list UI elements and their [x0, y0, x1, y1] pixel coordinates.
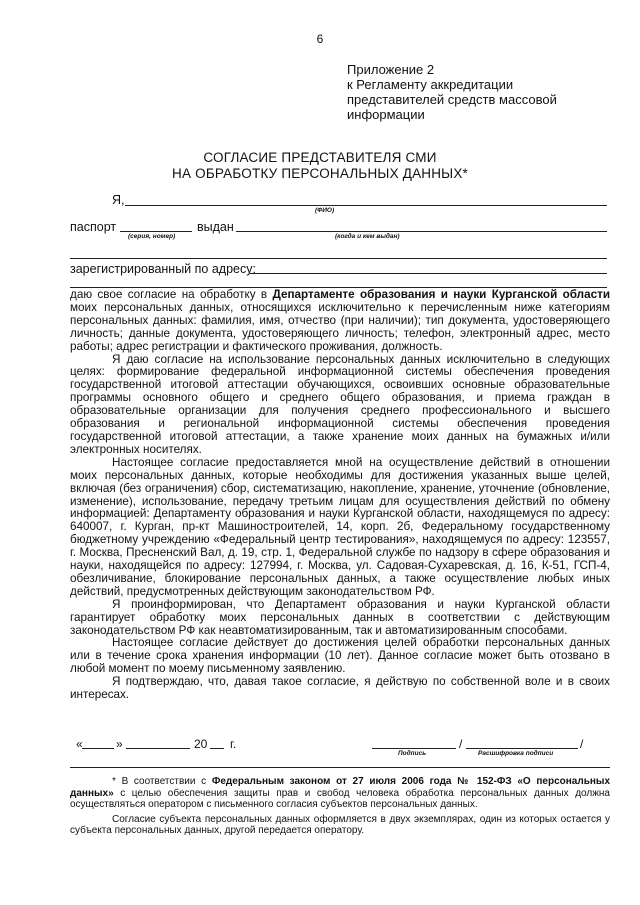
signature-slash: / [459, 737, 463, 751]
appendix-line: информации [347, 107, 425, 122]
footnote-block [70, 776, 610, 837]
title-line: СОГЛАСИЕ ПРЕДСТАВИТЕЛЯ СМИ [203, 150, 437, 165]
law-reference: Федеральным законом от 27 июля 2006 года № 152-ФЗ «О персональных данных» [70, 776, 611, 799]
paragraph-actions: Настоящее согласие предоставляется мной на осуществление действий в отношении моих персональных данных, которые необходимы для достижения указанных выше целей, включая (без ограничения) сбор, систематизацию, накопление, хранение, уточнение (обновление, изменение), использование, передачу третьим лицам для осуществления действий по обмену информацией: Департаменту образования и науки Курганской области, находящемуся по адресу: 640007, г. Курган, пр-кт Машиностроителей, 14, корп. 2б, Федеральному государственному бюджетному учреждению «Федеральный центр тестирования», находящемуся по адресу: 123557, г. Москва, Пресненский Вал, д. 19, стр. 1, Федеральной службе по надзору в сфере образования и науки, находящейся по адресу: 127994, г. Москва, ул. Садовая-Сухаревская, д. 16, К-51, ГСП-4, обезличивание, блокирование персональных данных, а также осуществление любых иных действий, предусмотренных действующим законодательством РФ. [70, 455, 610, 598]
date-open-quote: « [76, 737, 83, 751]
signature-slash-end: / [580, 737, 584, 751]
passport-series-field[interactable] [120, 231, 192, 232]
paragraph-consent: даю свое согласие на обработку в Департаменте образования и науки Курганской области моих персональных данных, относящихся исключительно к перечисленным ниже категориям персональных данных: фамилия, имя, отчество (при наличии); тип документа, удостоверяющего личность; данные документа, удостоверяющего личность; телефон, электронный адрес, место работы; адрес регистрации и фактического проживания, должность. [70, 288, 610, 353]
issued-field-continuation[interactable] [70, 258, 607, 259]
paragraph-validity: Настоящее согласие действует до достижения целей обработки персональных данных или в течение срока хранения информации (10 лет). Данное согласие может быть отозвано в любой момент по моему письменному заявлению. [70, 636, 610, 676]
passport-label: паспорт [70, 220, 117, 234]
signature-field[interactable] [372, 748, 456, 749]
department-name: Департаменте образования и науки Курганской области [272, 288, 610, 301]
paragraph-confirm: Я подтверждаю, что, давая такое согласие, я действую по собственной воле и в своих интересах. [70, 675, 610, 702]
appendix-block [347, 62, 557, 122]
year-suffix: г. [230, 737, 237, 751]
date-close-quote: » [116, 737, 123, 751]
date-year-field[interactable] [210, 748, 224, 749]
ya-label: Я, [112, 193, 125, 207]
decode-caption: Расшифровка подписи [478, 750, 554, 757]
fio-caption: (ФИО) [315, 207, 335, 214]
series-caption: (серия, номер) [128, 233, 176, 240]
issued-label: выдан [197, 220, 234, 234]
paragraph-informed: Я проинформирован, что Департамент образования и науки Курганской области гарантирует обработку моих персональных данных в соответствии с действующим законодательством РФ как неавтоматизированным, так и автоматизированным способами. [70, 597, 610, 637]
footnote-copies: Согласие субъекта персональных данных оформляется в двух экземплярах, один из которых остается у субъекта персональных данных, другой передается оператору. [70, 813, 610, 836]
footnote-divider [70, 767, 610, 768]
address-field[interactable] [250, 273, 607, 274]
appendix-line: Приложение 2 [347, 62, 435, 77]
year-prefix: 20 [194, 737, 208, 751]
issued-caption: (когда и кем выдан) [335, 233, 400, 240]
signature-decode-field[interactable] [466, 748, 578, 749]
footnote-law: * В соответствии с Федеральным законом от 27 июля 2006 года № 152-ФЗ «О персональных данных» с целью обеспечения защиты прав и свобод человека обработка персональных данных должна осуществляться оператором с письменного согласия субъектов персональных данных. [70, 776, 611, 810]
document-title [0, 150, 640, 182]
consent-body [70, 289, 610, 702]
page-number: 6 [316, 32, 324, 46]
registered-label: зарегистрированный по адресу: [70, 262, 256, 276]
title-line: НА ОБРАБОТКУ ПЕРСОНАЛЬНЫХ ДАННЫХ* [172, 166, 468, 181]
date-day-field[interactable] [82, 748, 114, 749]
appendix-line: представителей средств массовой [347, 92, 557, 107]
issued-field[interactable] [236, 231, 607, 232]
paragraph-purposes: Я даю согласие на использование персональных данных исключительно в следующих целях: формирование федеральной информационной системы обеспечения проведения государственной итоговой аттестации обучающихся, освоивших основные образовательные программы основного общего и среднего общего образования, и приема граждан в образовательные организации для получения среднего профессионального и высшего образования и региональной информационной системы обеспечения проведения государственной итоговой аттестации, а также хранение моих данных на бумажных и/или электронных носителях. [70, 352, 610, 456]
fio-field[interactable] [125, 205, 607, 206]
signature-caption: Подпись [398, 750, 427, 757]
appendix-line: к Регламенту аккредитации [347, 77, 514, 92]
date-month-field[interactable] [126, 748, 190, 749]
